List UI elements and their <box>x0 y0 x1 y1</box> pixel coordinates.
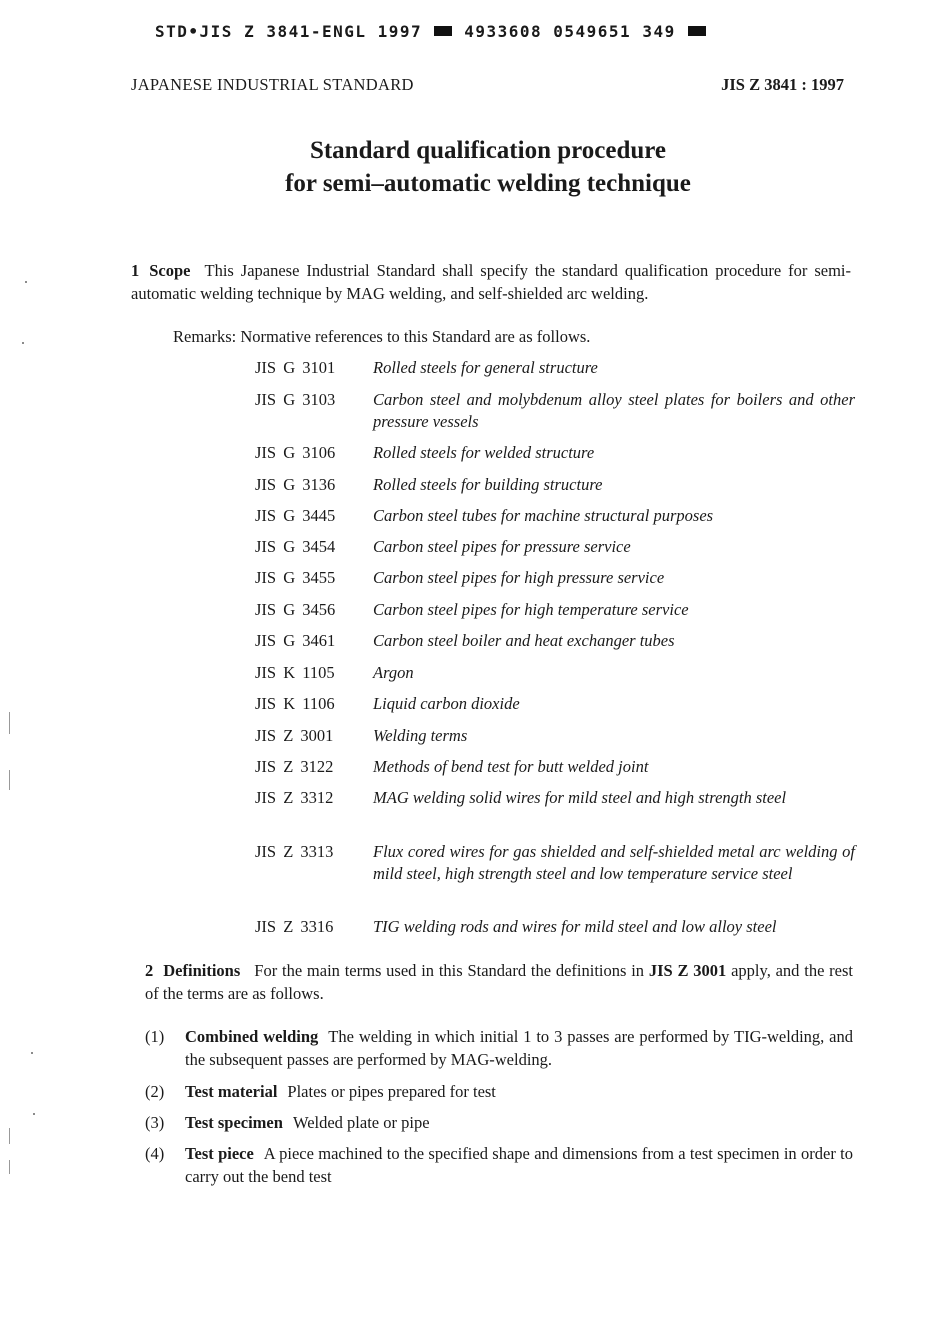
reference-item <box>255 505 855 527</box>
remarks-colon: : <box>231 327 241 346</box>
definition-text: Plates or pipes prepared for test <box>287 1082 496 1101</box>
stamp-block-mark <box>688 26 706 36</box>
reference-code: JIS Z 3001 <box>255 726 334 745</box>
reference-title: Carbon steel pipes for high temperature service <box>373 600 689 619</box>
reference-code: JIS G 3106 <box>255 443 336 462</box>
definition-term: Test specimen <box>185 1113 283 1132</box>
definition-number: (2) <box>145 1082 165 1101</box>
reference-item <box>255 693 855 715</box>
reference-item <box>255 599 855 621</box>
reference-item <box>255 630 855 652</box>
reference-code: JIS Z 3316 <box>255 917 334 936</box>
reference-title: Liquid carbon dioxide <box>373 694 520 713</box>
definition-item <box>145 1080 853 1103</box>
scan-speck <box>33 1113 35 1115</box>
header-standard-number: JIS Z 3841 : 1997 <box>721 75 844 94</box>
section-heading: Definitions <box>163 961 241 980</box>
document-title <box>0 134 950 200</box>
definition-text: A piece machined to the specified shape and dimensions from a test specimen in order to carry out the bend test <box>185 1144 853 1186</box>
reference-item <box>255 916 855 938</box>
reference-title: Carbon steel boiler and heat exchanger tubes <box>373 631 675 650</box>
scan-speck <box>25 281 27 283</box>
reference-code: JIS K 1106 <box>255 694 335 713</box>
definitions-intro-end: apply, and the rest of the terms are as follows. <box>145 961 854 1003</box>
reference-item <box>255 662 855 684</box>
definitions-intro-reference: JIS Z 3001 <box>648 961 727 980</box>
section-heading: Scope <box>149 261 191 280</box>
definition-term: Test material <box>185 1082 278 1101</box>
reference-title: Welding terms <box>373 726 468 745</box>
stamp-block-mark <box>434 26 452 36</box>
section-number: 2 <box>145 961 154 980</box>
scan-edge-line <box>9 770 10 790</box>
reference-code: JIS G 3103 <box>255 390 336 409</box>
reference-code: JIS G 3455 <box>255 568 336 587</box>
reference-title: Carbon steel and molybdenum alloy steel plates for boilers and other pressure vessels <box>373 390 855 431</box>
reference-title: Rolled steels for welded structure <box>373 443 595 462</box>
reference-item <box>255 389 855 433</box>
reference-item <box>255 841 855 885</box>
reference-item <box>255 536 855 558</box>
stamp-prefix: STD•JIS Z 3841-ENGL 1997 <box>155 21 423 41</box>
definition-term: Test piece <box>185 1144 254 1163</box>
title-line-2: for semi–automatic welding technique <box>285 170 691 197</box>
reference-title: Rolled steels for general structure <box>373 358 598 377</box>
document-stamp <box>155 18 755 44</box>
reference-title: Methods of bend test for butt welded joint <box>373 757 649 776</box>
reference-code: JIS G 3101 <box>255 358 336 377</box>
reference-title: TIG welding rods and wires for mild steel and low alloy steel <box>373 917 777 936</box>
reference-title: Rolled steels for building structure <box>373 475 603 494</box>
reference-title: MAG welding solid wires for mild steel and high strength steel <box>373 788 787 807</box>
reference-code: JIS Z 3313 <box>255 842 334 861</box>
definition-term: Combined welding <box>185 1027 319 1046</box>
remarks-text: Normative references to this Standard are as follows. <box>240 327 591 346</box>
definition-text: The welding in which initial 1 to 3 passes are performed by TIG-welding, and the subsequent passes are performed by MAG-welding. <box>185 1027 854 1069</box>
reference-title: Argon <box>373 663 414 682</box>
reference-item <box>255 787 855 809</box>
reference-title: Flux cored wires for gas shielded and self-shielded metal arc welding of mild steel, high strength steel and low temperature service steel <box>373 842 855 883</box>
stamp-code: 4933608 0549651 349 <box>464 21 676 41</box>
scan-speck <box>22 342 24 344</box>
reference-code: JIS G 3445 <box>255 506 336 525</box>
definition-item <box>145 1025 853 1071</box>
definition-item <box>145 1111 853 1134</box>
reference-item <box>255 442 855 464</box>
reference-code: JIS G 3461 <box>255 631 336 650</box>
remarks-line <box>173 327 590 347</box>
reference-code: JIS G 3136 <box>255 475 336 494</box>
definition-item <box>145 1142 853 1188</box>
reference-code: JIS Z 3312 <box>255 788 334 807</box>
definitions-intro: For the main terms used in this Standard the definitions in <box>254 961 645 980</box>
reference-item <box>255 567 855 589</box>
scan-edge-line <box>9 712 10 734</box>
reference-item <box>255 756 855 778</box>
definition-number: (4) <box>145 1144 165 1163</box>
reference-item <box>255 474 855 496</box>
definition-number: (1) <box>145 1027 165 1046</box>
scan-edge-line <box>9 1160 10 1174</box>
reference-code: JIS K 1105 <box>255 663 335 682</box>
reference-item <box>255 357 855 379</box>
title-line-1: Standard qualification procedure <box>309 137 667 164</box>
section-number: 1 <box>131 261 140 280</box>
definition-number: (3) <box>145 1113 165 1132</box>
definition-text: Welded plate or pipe <box>292 1113 430 1132</box>
reference-title: Carbon steel pipes for pressure service <box>373 537 631 556</box>
reference-code: JIS G 3454 <box>255 537 336 556</box>
scope-section <box>131 259 851 305</box>
reference-code: JIS G 3456 <box>255 600 336 619</box>
header-standard-name: JAPANESE INDUSTRIAL STANDARD <box>131 75 414 94</box>
reference-title: Carbon steel tubes for machine structural purposes <box>373 506 714 525</box>
remarks-label: Remarks <box>173 327 232 346</box>
scan-edge-line <box>9 1128 10 1144</box>
definitions-section <box>145 959 853 1005</box>
reference-code: JIS Z 3122 <box>255 757 334 776</box>
scan-speck <box>31 1052 33 1054</box>
reference-item <box>255 725 855 747</box>
scope-text: This Japanese Industrial Standard shall specify the standard qualification procedure for semi-automatic welding technique by MAG welding, and self-shielded arc welding. <box>131 261 851 303</box>
reference-title: Carbon steel pipes for high pressure service <box>373 568 665 587</box>
